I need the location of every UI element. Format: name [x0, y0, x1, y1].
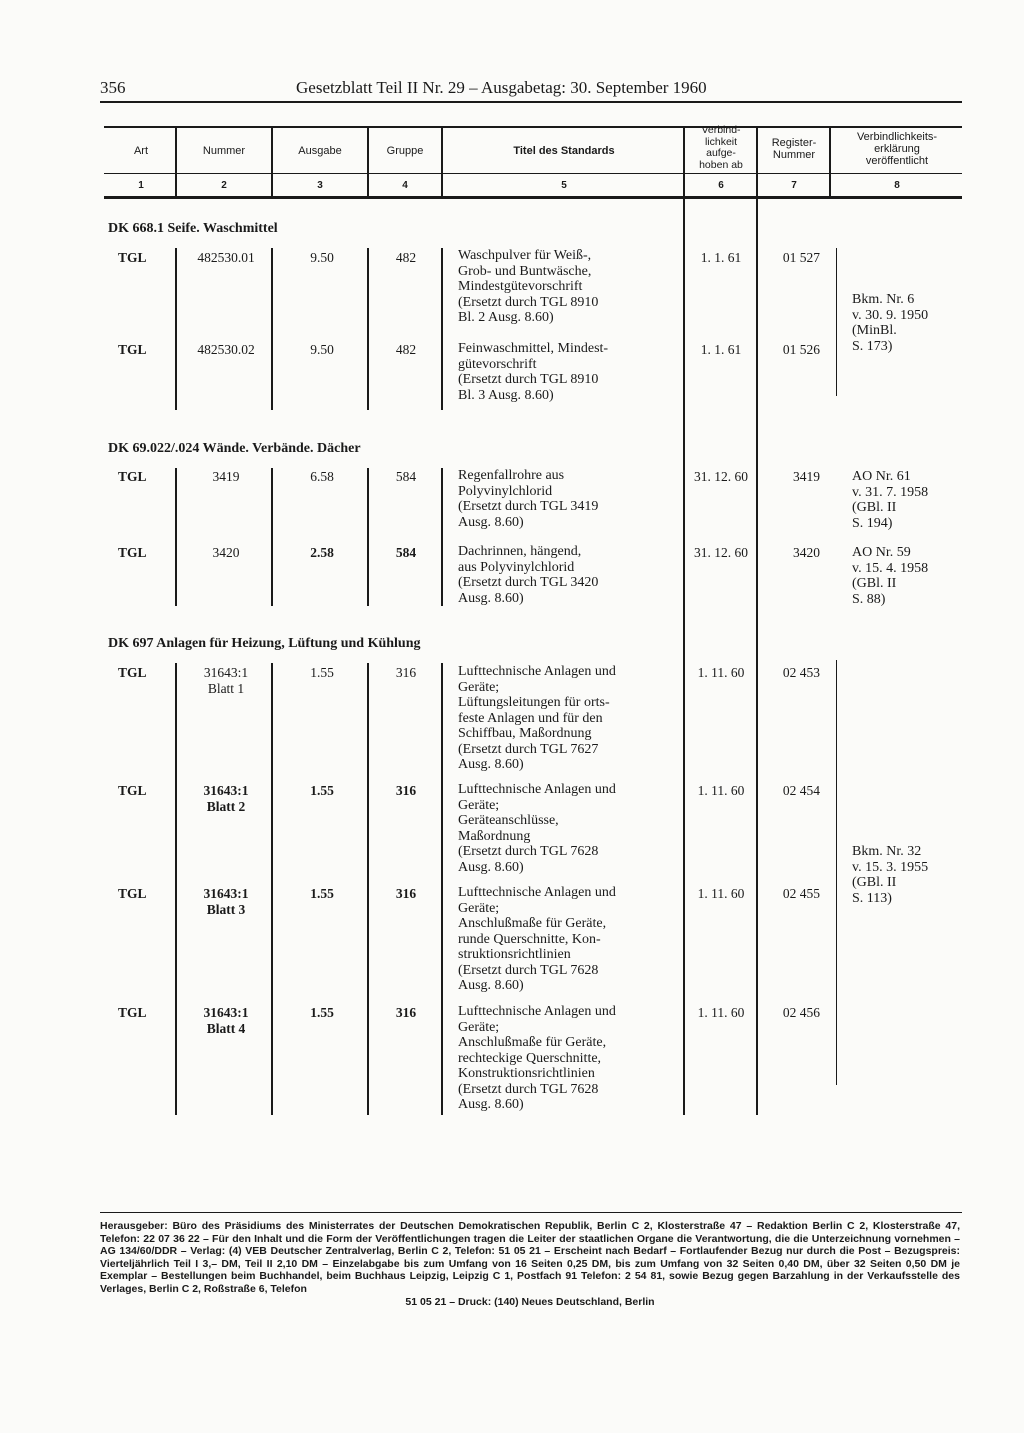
row-divider	[367, 248, 369, 410]
cell-titel: Lufttechnische Anlagen und Geräte; Geräteanschlüsse, Maßordnung (Ersetzt durch TGL 7628 Ausg. 8.60)	[458, 782, 616, 875]
cell-register: 02 454	[782, 783, 820, 798]
cell-nummer: 3419	[212, 469, 240, 484]
cell-art: TGL	[118, 469, 147, 484]
cell-art: TGL	[118, 250, 147, 265]
cell-art: TGL	[118, 1005, 147, 1020]
col-number-7: 7	[791, 180, 797, 191]
header-numbers-rule	[104, 173, 962, 174]
page-number: 356	[100, 78, 126, 97]
table-top-rule	[104, 126, 962, 128]
cell-nummer: 482530.02	[197, 342, 255, 357]
col-header-aufgehoben: Verbind- lichkeit aufge- hoben ab	[699, 124, 743, 171]
cell-gruppe: 316	[395, 665, 417, 680]
row-divider	[441, 468, 443, 606]
cell-ausgabe: 1.55	[310, 886, 334, 901]
row-divider	[441, 248, 443, 410]
cell-titel: Feinwaschmittel, Mindest- gütevorschrift (Ersetzt durch TGL 8910 Bl. 3 Ausg. 8.60)	[458, 341, 609, 403]
cell-titel: Regenfallrohre aus Polyvinylchlorid (Ersetzt durch TGL 3419 Ausg. 8.60)	[458, 468, 599, 530]
cell-gruppe: 584	[395, 545, 417, 560]
cell-aufgehoben: 1. 11. 60	[697, 886, 745, 901]
head-divider	[829, 127, 831, 197]
cell-art: TGL	[118, 665, 147, 680]
cell-aufgehoben: 1. 1. 61	[700, 342, 742, 357]
cell-register: 01 526	[782, 342, 820, 357]
row-divider	[175, 248, 177, 410]
col-number-1: 1	[138, 180, 144, 191]
cell-nummer: 482530.01	[197, 250, 255, 265]
cell-ausgabe: 9.50	[310, 342, 334, 357]
head-divider	[683, 127, 685, 197]
row-divider	[441, 663, 443, 1115]
cell-reference: Bkm. Nr. 32 v. 15. 3. 1955 (GBl. II S. 113)	[852, 844, 929, 906]
col-number-3: 3	[317, 180, 323, 191]
row-divider	[271, 248, 273, 410]
cell-nummer: 31643:1 Blatt 2	[203, 783, 249, 814]
row-divider	[271, 468, 273, 606]
cell-ausgabe: 1.55	[310, 783, 334, 798]
body-divider	[756, 199, 758, 1115]
col-header-verbindlichkeit: Verbindlichkeits- erklärung veröffentlicht	[856, 131, 938, 167]
col-number-5: 5	[561, 180, 567, 191]
cell-gruppe: 482	[395, 250, 417, 265]
col-header-titel: Titel des Standards	[513, 145, 615, 157]
cell-reference: Bkm. Nr. 6 v. 30. 9. 1950 (MinBl. S. 173)	[852, 292, 929, 354]
section-title: DK 69.022/.024 Wände. Verbände. Dächer	[108, 441, 361, 456]
row-divider	[367, 468, 369, 606]
cell-titel: Lufttechnische Anlagen und Geräte; Anschlußmaße für Geräte, runde Querschnitte, Kon- struktionsrichtlinien (Ersetzt durch TGL 7628 Ausg. 8.60)	[458, 885, 616, 993]
col-header-ausgabe: Ausgabe	[298, 145, 342, 157]
cell-aufgehoben: 31. 12. 60	[694, 545, 748, 560]
cell-ausgabe: 1.55	[310, 1005, 334, 1020]
cell-ausgabe: 1.55	[310, 665, 334, 680]
col-number-2: 2	[221, 180, 227, 191]
cell-titel: Lufttechnische Anlagen und Geräte; Lüftungsleitungen für orts- feste Anlagen und für den Schiffbau, Maßordnung (Ersetzt durch TGL 7627 Ausg. 8.60)	[458, 664, 616, 772]
cell-nummer: 31643:1 Blatt 1	[203, 665, 249, 696]
col-header-gruppe: Gruppe	[386, 145, 424, 157]
cell-register: 02 453	[782, 665, 820, 680]
cell-register: 02 456	[782, 1005, 820, 1020]
cell-gruppe: 482	[395, 342, 417, 357]
cell-aufgehoben: 1. 11. 60	[697, 1005, 745, 1020]
cell-register: 3419	[793, 469, 820, 484]
cell-ausgabe: 2.58	[310, 545, 334, 560]
cell-nummer: 31643:1 Blatt 4	[203, 1005, 249, 1036]
cell-aufgehoben: 1. 11. 60	[697, 783, 745, 798]
head-divider	[271, 127, 273, 197]
col-number-6: 6	[718, 180, 724, 191]
head-divider	[441, 127, 443, 197]
header-rule	[100, 101, 962, 103]
running-title: Gesetzblatt Teil II Nr. 29 – Ausgabetag: 30. September 1960	[296, 78, 707, 97]
cell-nummer: 31643:1 Blatt 3	[203, 886, 249, 917]
cell-art: TGL	[118, 886, 147, 901]
row-divider	[175, 468, 177, 606]
cell-reference: AO Nr. 59 v. 15. 4. 1958 (GBl. II S. 88)	[852, 545, 929, 607]
cell-titel: Waschpulver für Weiß-, Grob- und Buntwäsche, Mindestgütevorschrift (Ersetzt durch TGL 8910 Bl. 2 Ausg. 8.60)	[458, 248, 599, 325]
head-divider	[756, 127, 758, 197]
cell-aufgehoben: 31. 12. 60	[694, 469, 748, 484]
cell-reference: AO Nr. 61 v. 31. 7. 1958 (GBl. II S. 194)	[852, 469, 929, 531]
footer-rule	[100, 1212, 962, 1213]
imprint	[100, 1220, 960, 1308]
col-header-art: Art	[133, 145, 149, 157]
cell-aufgehoben: 1. 11. 60	[697, 665, 745, 680]
cell-art: TGL	[118, 545, 147, 560]
imprint-text: Herausgeber: Büro des Präsidiums des Ministerrates der Deutschen Demokratischen Republik, Berlin C 2, Klosterstraße 47 – Redaktion Berlin C 2, Klosterstraße 47, Telefon: 22 07 36 22 – Für den Inhalt und die Form der Veröffentlichungen tragen die Leiter der staatlichen Organe die Verantwortung, die die Unterzeichnung vornehmen – AG 134/60/DDR – Verlag: (4) VEB Deutscher Zentralverlag, Berlin C 2, Telefon: 51 05 21 – Erscheint nach Bedarf – Fortlaufender Bezug nur durch die Post – Bezugspreis: Vierteljährlich Teil I 3,– DM, Teil II 2,10 DM – Einzelabgabe bis zum Umfang von 16 Seiten 0,25 DM, bis zum Umfang von 32 Seiten 0,40 DM, über 32 Seiten 0,50 DM je Exemplar – Bestellungen beim Buchhandel, beim Buchhaus Leipzig, Leipzig C 1, Postfach 91 Telefon: 2 54 81, sowie Bezug gegen Barzahlung in der Verkaufsstelle des Verlages, Berlin C 2, Roßstraße 6, Telefon	[100, 1220, 960, 1295]
row-divider	[175, 663, 177, 1115]
cell-nummer: 3420	[212, 545, 240, 560]
cell-register: 01 527	[782, 250, 820, 265]
section-title: DK 668.1 Seife. Waschmittel	[108, 221, 278, 236]
imprint-last-line: 51 05 21 – Druck: (140) Neues Deutschland, Berlin	[405, 1295, 655, 1308]
cell-gruppe: 316	[395, 783, 417, 798]
col-header-nummer: Nummer	[202, 145, 246, 157]
cell-ausgabe: 9.50	[310, 250, 334, 265]
table-head-bottom-rule	[104, 196, 962, 199]
cell-register: 02 455	[782, 886, 820, 901]
col-number-4: 4	[402, 180, 408, 191]
cell-gruppe: 584	[395, 469, 417, 484]
cell-art: TGL	[118, 783, 147, 798]
head-divider	[175, 127, 177, 197]
cell-titel: Lufttechnische Anlagen und Geräte; Anschlußmaße für Geräte, rechteckige Querschnitte, Konstruktionsrichtlinien (Ersetzt durch TGL 7628 Ausg. 8.60)	[458, 1004, 616, 1112]
cell-art: TGL	[118, 342, 147, 357]
reference-brace	[836, 660, 837, 1085]
col-number-8: 8	[894, 180, 900, 191]
cell-ausgabe: 6.58	[310, 469, 334, 484]
cell-gruppe: 316	[395, 886, 417, 901]
cell-gruppe: 316	[395, 1005, 417, 1020]
section-title: DK 697 Anlagen für Heizung, Lüftung und Kühlung	[108, 636, 421, 651]
body-divider	[683, 199, 685, 1115]
cell-titel: Dachrinnen, hängend, aus Polyvinylchlorid (Ersetzt durch TGL 3420 Ausg. 8.60)	[458, 544, 599, 606]
head-divider	[367, 127, 369, 197]
col-header-register: Register- Nummer	[771, 137, 817, 161]
reference-brace	[836, 248, 837, 396]
cell-aufgehoben: 1. 1. 61	[700, 250, 742, 265]
cell-register: 3420	[793, 545, 820, 560]
